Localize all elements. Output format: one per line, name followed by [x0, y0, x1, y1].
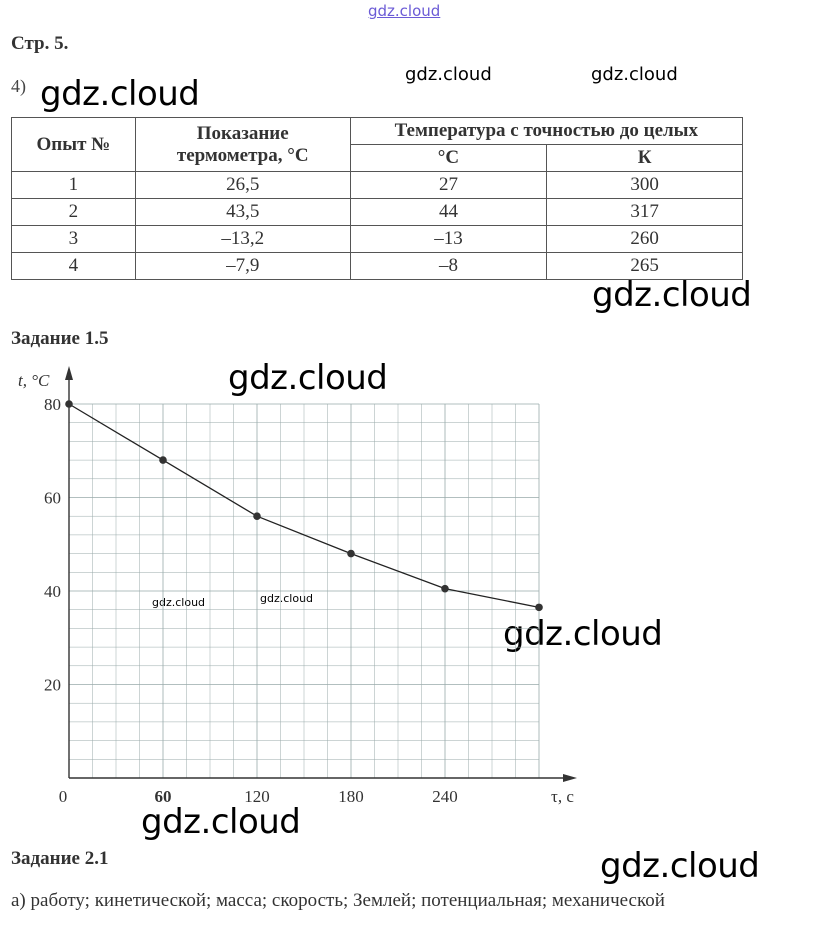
cell-kelvin: 265	[547, 253, 743, 280]
data-point	[535, 604, 543, 612]
x-tick-label: 180	[338, 787, 364, 806]
task-2-1-answer: а) работу; кинетической; масса; скорость; Землей; потенциальная; механической	[11, 890, 665, 911]
data-point	[441, 585, 449, 593]
header-celsius: °С	[350, 145, 547, 172]
y-tick-label: 60	[44, 488, 61, 508]
header-temperature: Температура с точностью до целых	[350, 118, 742, 145]
cell-reading: –13,2	[135, 226, 350, 253]
x-tick-label: 60	[154, 787, 172, 806]
cell-number: 2	[12, 199, 136, 226]
cell-reading: –7,9	[135, 253, 350, 280]
watermark: gdz.cloud	[152, 596, 206, 609]
watermark: gdz.cloud	[591, 64, 678, 85]
cell-celsius: 27	[350, 172, 547, 199]
y-tick-label: 40	[44, 582, 61, 601]
task-1-5-heading: Задание 1.5	[11, 328, 109, 349]
temperature-chart	[0, 360, 600, 810]
data-point	[159, 456, 167, 464]
watermark: gdz.cloud	[600, 846, 760, 886]
watermark: gdz.cloud	[228, 358, 388, 398]
table-row	[12, 226, 743, 253]
cell-reading: 43,5	[135, 199, 350, 226]
cell-number: 3	[12, 226, 136, 253]
data-point	[253, 512, 261, 520]
x-tick-label: 0	[58, 787, 68, 806]
header-reading-line1: Показание	[196, 122, 289, 144]
page-heading: Стр. 5.	[11, 33, 69, 54]
y-tick-label: 20	[44, 675, 61, 695]
temperature-table	[11, 117, 743, 280]
task-2-1-heading: Задание 2.1	[11, 848, 109, 869]
header-kelvin: К	[547, 145, 743, 172]
watermark: gdz.cloud	[40, 74, 200, 114]
watermark: gdz.cloud	[260, 592, 314, 605]
table-row	[12, 199, 743, 226]
x-tick-label: 240	[432, 787, 458, 806]
cell-celsius: –8	[350, 253, 547, 280]
cell-celsius: 44	[350, 199, 547, 226]
header-experiment: Опыт №	[12, 118, 136, 172]
cell-kelvin: 260	[547, 226, 743, 253]
item-number: 4)	[11, 76, 26, 96]
cell-number: 4	[12, 253, 136, 280]
cell-number: 1	[12, 172, 136, 199]
x-axis-label: τ, с	[551, 787, 574, 806]
y-axis-label: t, °С	[18, 371, 50, 390]
x-axis-arrow	[563, 774, 577, 782]
cell-celsius: –13	[350, 226, 547, 253]
cell-kelvin: 317	[547, 199, 743, 226]
x-tick-label: 120	[244, 787, 270, 806]
watermark: gdz.cloud	[503, 614, 663, 654]
cell-kelvin: 300	[547, 172, 743, 199]
table-row	[12, 172, 743, 199]
header-reading	[135, 118, 350, 172]
data-point	[347, 550, 355, 558]
watermark: gdz.cloud	[405, 64, 492, 85]
watermark-top[interactable]: gdz.cloud	[368, 2, 441, 20]
y-axis-arrow	[65, 366, 73, 380]
table-row	[12, 253, 743, 280]
cell-reading: 26,5	[135, 172, 350, 199]
watermark: gdz.cloud	[141, 802, 301, 842]
watermark: gdz.cloud	[592, 275, 752, 315]
data-point	[65, 400, 73, 408]
header-reading-line2: термометра, °С	[176, 144, 309, 166]
y-tick-label: 80	[44, 395, 61, 414]
